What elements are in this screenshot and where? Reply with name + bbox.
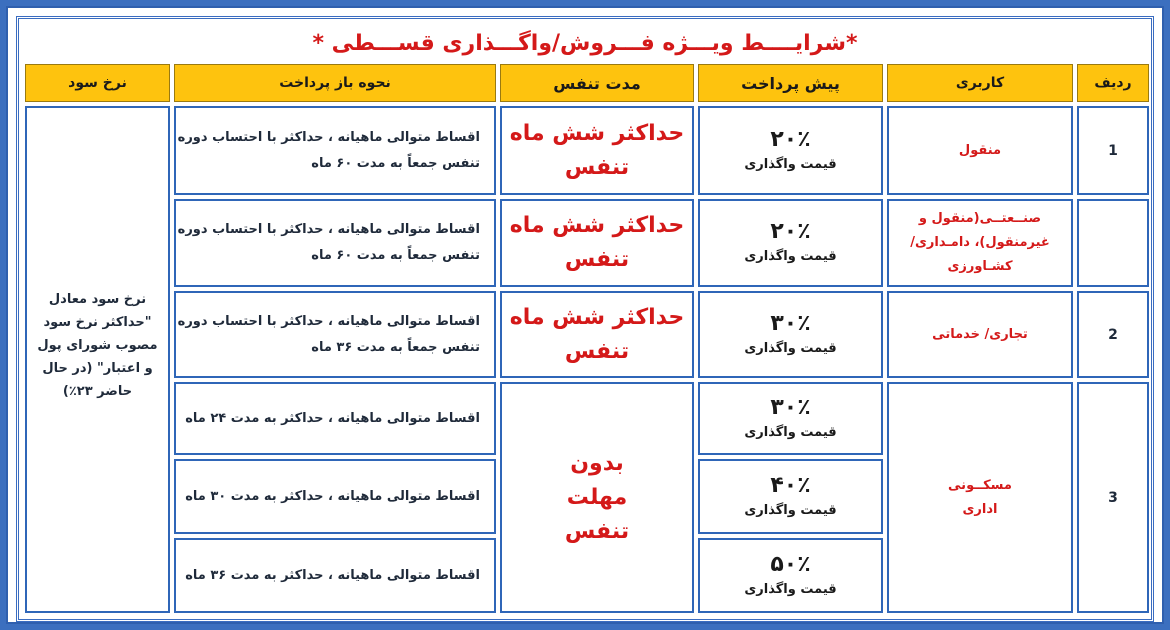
row1-pish-percent: ۲۰٪ [770,126,811,152]
row3b-pish-label: قیمت واگذاری [744,502,837,518]
header-modat: مدت تنفس [500,64,694,102]
row1-karbari: منقول [887,106,1073,195]
row2-modat: حداکثر شش ماه تنفس [500,291,694,378]
row2-pish-percent: ۳۰٪ [770,310,811,336]
row3c-pish-label: قیمت واگذاری [744,581,837,597]
header-karbari: کاربری [887,64,1073,102]
row1-nahve: اقساط متوالی ماهیانه ، حداکثر با احتساب دوره تنفس جمعاً به مدت ۶۰ ماه [174,106,496,195]
row3-modat: بدون مهلت تنفس [500,382,694,613]
row3c-pish-percent: ۵۰٪ [770,551,811,577]
row2-nahve: اقساط متوالی ماهیانه ، حداکثر با احتساب دوره تنفس جمعاً به مدت ۳۶ ماه [174,291,496,378]
row1b-radif [1077,199,1149,287]
row3a-pish [698,382,883,455]
row1b-pish-label: قیمت واگذاری [744,249,837,264]
page-title: *شرایــــط ویـــژه فـــروش/واگـــذاری قســـطی * [312,30,858,56]
row1b-karbari: صنــعتــی(منقول و غیرمنقول)، دامـداری/کشـاورزی [887,199,1073,287]
header-radif: ردیف [1077,64,1149,102]
row3-radif: 3 [1077,382,1149,613]
header-nerkh: نرخ سود [25,64,170,102]
row2-karbari: تجاری/ خدماتی [887,291,1073,378]
row3a-nahve: اقساط متوالی ماهیانه ، حداکثر به مدت ۲۴ ماه [174,382,496,455]
row3b-pish-percent: ۴۰٪ [770,472,811,498]
row1b-modat: حداکثر شش ماه تنفس [500,199,694,287]
row3c-nahve: اقساط متوالی ماهیانه ، حداکثر به مدت ۳۶ ماه [174,538,496,613]
header-pish: پیش پرداخت [698,64,883,102]
row2-pish-label: قیمت واگذاری [744,340,837,356]
row3a-pish-label: قیمت واگذاری [744,424,837,440]
row3b-pish [698,459,883,534]
row1b-pish [698,199,883,287]
row1b-pish-percent: ۲۰٪ [770,219,811,244]
row3b-nahve: اقساط متوالی ماهیانه ، حداکثر به مدت ۳۰ ماه [174,459,496,534]
row1-radif: 1 [1077,106,1149,195]
row1b-nahve: اقساط متوالی ماهیانه ، حداکثر با احتساب دوره تنفس جمعاً به مدت ۶۰ ماه [174,199,496,287]
row3a-pish-percent: ۳۰٪ [770,394,811,420]
row2-radif: 2 [1077,291,1149,378]
table-container [16,16,1154,622]
row3c-pish [698,538,883,613]
row1-pish [698,106,883,195]
row2-pish [698,291,883,378]
interest-rate: نرخ سود معادل "حداکثر نرخ سود مصوب شورای پول و اعتبار" (در حال حاضر ۲۳٪) [25,106,170,613]
row1-modat: حداکثر شش ماه تنفس [500,106,694,195]
header-nahve: نحوه باز پرداخت [174,64,496,102]
row1-pish-label: قیمت واگذاری [744,156,837,172]
row3-karbari: مسکــونی اداری [887,382,1073,613]
